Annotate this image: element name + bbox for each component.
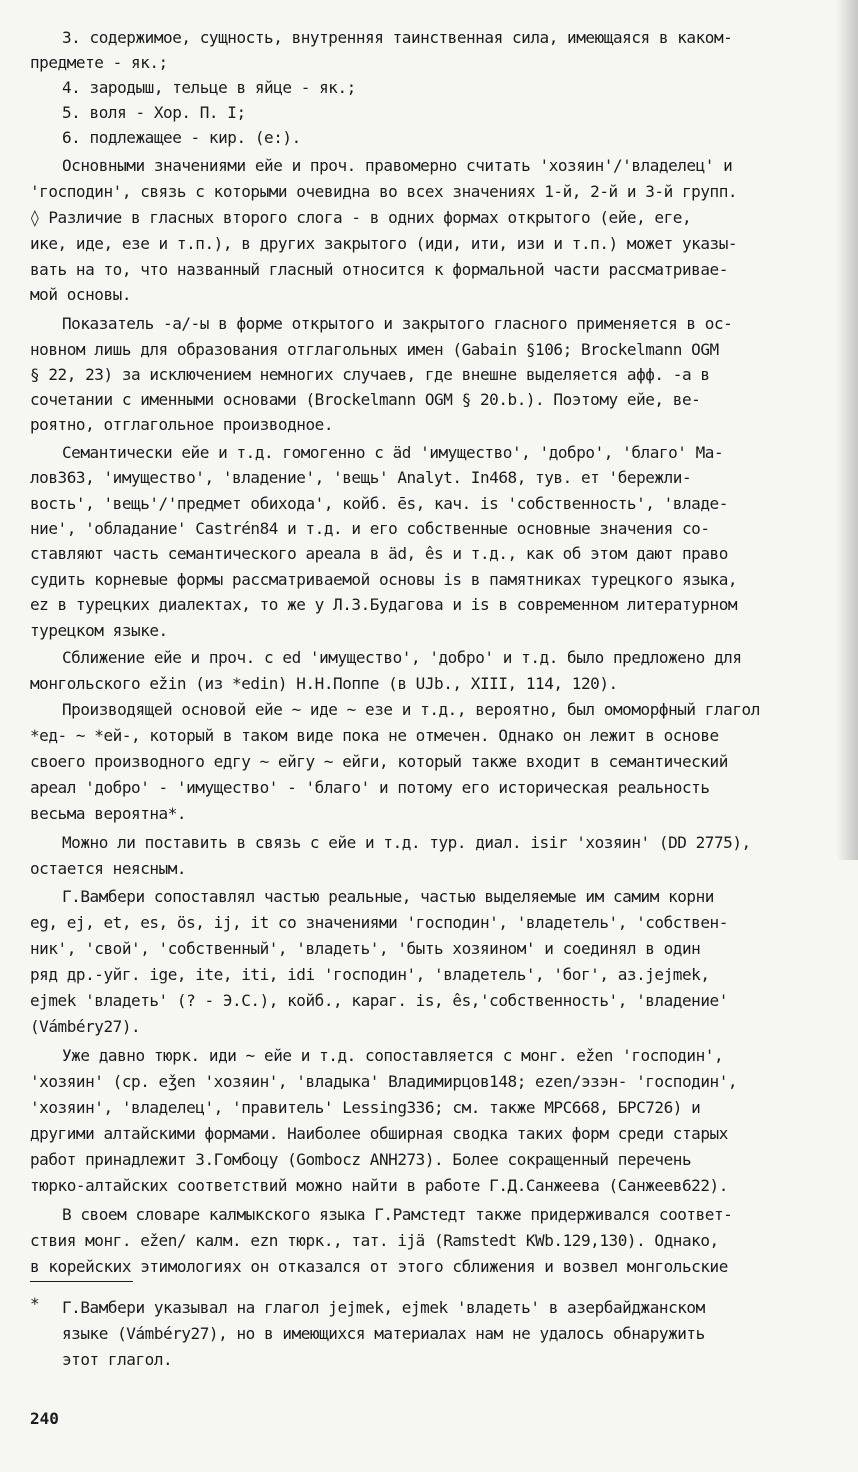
text-line: весьма вероятна*. xyxy=(30,804,187,823)
footnote-marker: * xyxy=(30,1294,40,1313)
text-line: предмете - як.; xyxy=(30,53,168,72)
text-line: сочетании с именными основами (Brockelmann OGM § 20.b.). Поэтому ейе, ве- xyxy=(30,390,701,409)
text-line: 'хозяин', 'владелец', 'правитель' Lessing336; см. также МРС668, БРС726) и xyxy=(30,1098,701,1117)
text-line: ике, иде, езе и т.п.), в других закрытого (иди, ити, изи и т.п.) может указы- xyxy=(30,234,738,253)
text-line: турецком языке. xyxy=(30,621,168,640)
text-line: судить корневые формы рассматриваемой основы is в памятниках турецкого языка, xyxy=(30,570,738,589)
text-line: 5. воля - Хор. П. I; xyxy=(62,103,246,122)
text-line: Основными значениями ейе и проч. правомерно считать 'хозяин'/'владелец' и xyxy=(62,156,733,175)
text-line: в корейских этимологиях он отказался от этого сближения и возвел монгольские xyxy=(30,1257,728,1276)
text-line: ◊ Различие в гласных второго слога - в одних формах открытого (ейе, еге, xyxy=(30,208,692,227)
text-line: Сближение ейе и проч. с ed 'имущество', 'добро' и т.д. было предложено для xyxy=(62,648,742,667)
text-line: остается неясным. xyxy=(30,859,187,878)
footnote-rule xyxy=(30,1281,133,1282)
text-line: (Vámbéry27). xyxy=(30,1017,141,1036)
text-line: своего производного едгу ~ ейгу ~ ейги, который также входит в семантический xyxy=(30,752,728,771)
text-line: роятно, отглагольное производное. xyxy=(30,415,334,434)
text-line: Можно ли поставить в связь с ейе и т.д. тур. диал. isir 'хозяин' (DD 2775), xyxy=(62,833,751,852)
text-line: Производящей основой ейе ~ иде ~ езе и т.д., вероятно, был омоморфный глагол xyxy=(62,700,760,719)
text-line: § 22, 23) за исключением немногих случаев, где внешне выделяется афф. -а в xyxy=(30,365,710,384)
text-line: eg, ej, et, es, ös, ij, it со значениями 'господин', 'владетель', 'собствен- xyxy=(30,913,728,932)
text-line: ствия монг. ežen/ калм. ezn тюрк., тат. ijä (Ramstedt KWb.129,130). Однако, xyxy=(30,1231,719,1250)
text-line: ряд др.-уйг. ige, ite, iti, idi 'господин', 'владетель', 'бог', аз.jejmek, xyxy=(30,965,710,984)
text-line: Показатель -а/-ы в форме открытого и закрытого гласного применяется в ос- xyxy=(62,314,733,333)
text-line: ejmek 'владеть' (? - Э.С.), койб., караг. is, ês,'собственность', 'владение' xyxy=(30,991,728,1010)
text-line: 3. содержимое, сущность, внутренняя таинственная сила, имеющаяся в каком- xyxy=(62,28,733,47)
text-line: тюрко-алтайских соответствий можно найти в работе Г.Д.Санжеева (Санжеев622). xyxy=(30,1176,728,1195)
footnote-line: этот глагол. xyxy=(62,1350,173,1369)
text-line: 4. зародыш, тельце в яйце - як.; xyxy=(62,78,356,97)
text-line: Г.Вамбери сопоставлял частью реальные, частью выделяемые им самим корни xyxy=(62,887,714,906)
text-line: другими алтайскими формами. Наиболее обширная сводка таких форм среди старых xyxy=(30,1124,728,1143)
text-line: *ед- ~ *ей-, который в таком виде пока не отмечен. Однако он лежит в основе xyxy=(30,726,719,745)
scan-edge-shadow xyxy=(836,0,858,860)
text-line: новном лишь для образования отглагольных имен (Gabain §106; Brockelmann OGM xyxy=(30,340,719,359)
text-line: монгольского ežin (из *edin) Н.Н.Поппе (в UJb., XIII, 114, 120). xyxy=(30,674,618,693)
text-line: ник', 'свой', 'собственный', 'владеть', 'быть хозяином' и соединял в один xyxy=(30,939,701,958)
text-line: В своем словаре калмыкского языка Г.Рамстедт также придерживался соответ- xyxy=(62,1205,733,1224)
text-line: лов363, 'имущество', 'владение', 'вещь' Analyt. In468, тув. ет 'бережли- xyxy=(30,468,692,487)
text-line: 'хозяин' (ср. eǯen 'хозяин', 'владыка' Владимирцов148; ezen/эзэн- 'господин', xyxy=(30,1072,738,1091)
text-line: 6. подлежащее - кир. (е:). xyxy=(62,128,301,147)
text-line: 'господин', связь с которыми очевидна во всех значениях 1-й, 2-й и 3-й групп. xyxy=(30,182,738,201)
text-line: мой основы. xyxy=(30,285,132,304)
page-number: 240 xyxy=(30,1409,59,1428)
text-line: Семантически ейе и т.д. гомогенно с äd 'имущество', 'добро', 'благо' Ма- xyxy=(62,443,724,462)
text-line: ареал 'добро' - 'имущество' - 'благо' и потому его историческая реальность xyxy=(30,778,710,797)
text-line: Уже давно тюрк. иди ~ ейе и т.д. сопоставляется с монг. ežen 'господин', xyxy=(62,1046,724,1065)
text-line: ние', 'обладание' Castrén84 и т.д. и его собственные основные значения со- xyxy=(30,519,710,538)
text-line: ez в турецких диалектах, то же у Л.З.Будагова и is в современном литературном xyxy=(30,595,738,614)
footnote-line: языке (Vámbéry27), но в имеющихся материалах нам не удалось обнаружить xyxy=(62,1324,705,1343)
text-line: вать на то, что названный гласный относится к формальной части рассматривае- xyxy=(30,260,728,279)
footnote-line: Г.Вамбери указывал на глагол jejmek, ejmek 'владеть' в азербайджанском xyxy=(62,1298,705,1317)
text-line: вость', 'вещь'/'предмет обихода', койб. ēs, кач. is 'собственность', 'владе- xyxy=(30,494,728,513)
text-line: работ принадлежит З.Гомбоцу (Gombocz ANH273). Более сокращенный перечень xyxy=(30,1150,692,1169)
text-line: ставляют часть семантического ареала в äd, ês и т.д., как об этом дают право xyxy=(30,544,728,563)
